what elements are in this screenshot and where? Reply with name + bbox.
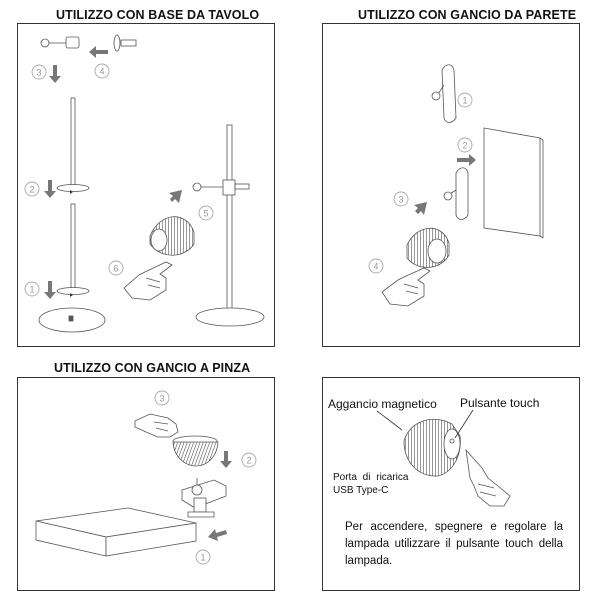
clamp-hook-drawing xyxy=(36,414,226,556)
step-4: 4 xyxy=(99,66,105,77)
wall-step-2: 2 xyxy=(462,140,468,151)
label-touch: Pulsante touch xyxy=(460,396,540,410)
clamp-step-2: 2 xyxy=(246,455,252,466)
wall-step-3: 3 xyxy=(398,194,404,205)
step-1: 1 xyxy=(29,284,35,295)
clamp-step-1: 1 xyxy=(200,552,206,563)
wall-step-4: 4 xyxy=(373,261,379,272)
legend-lamp-drawing xyxy=(377,410,510,506)
steps-table-base xyxy=(25,64,213,296)
label-usb-line1: Porta di ricarica xyxy=(333,472,409,483)
label-magnetic: Aggancio magnetico xyxy=(328,397,437,411)
step-3: 3 xyxy=(36,67,42,78)
title-wall-hook: UTILIZZO CON GANCIO DA PARETE xyxy=(358,8,577,22)
step-5: 5 xyxy=(203,208,209,219)
table-base-drawing xyxy=(39,35,264,332)
instructions-text: Per accendere, spegnere e regolare la lampada utilizzare il pulsante touch della lampada. xyxy=(345,521,563,567)
label-usb-line2: USB Type-C xyxy=(333,485,389,496)
step-6: 6 xyxy=(113,263,119,274)
wall-step-1: 1 xyxy=(462,95,468,106)
title-table-base: UTILIZZO CON BASE DA TAVOLO xyxy=(56,8,260,22)
arrows-table-base xyxy=(44,46,182,299)
step-2: 2 xyxy=(29,184,35,195)
clamp-step-3: 3 xyxy=(159,393,165,404)
title-clamp-hook: UTILIZZO CON GANCIO A PINZA xyxy=(54,361,251,375)
